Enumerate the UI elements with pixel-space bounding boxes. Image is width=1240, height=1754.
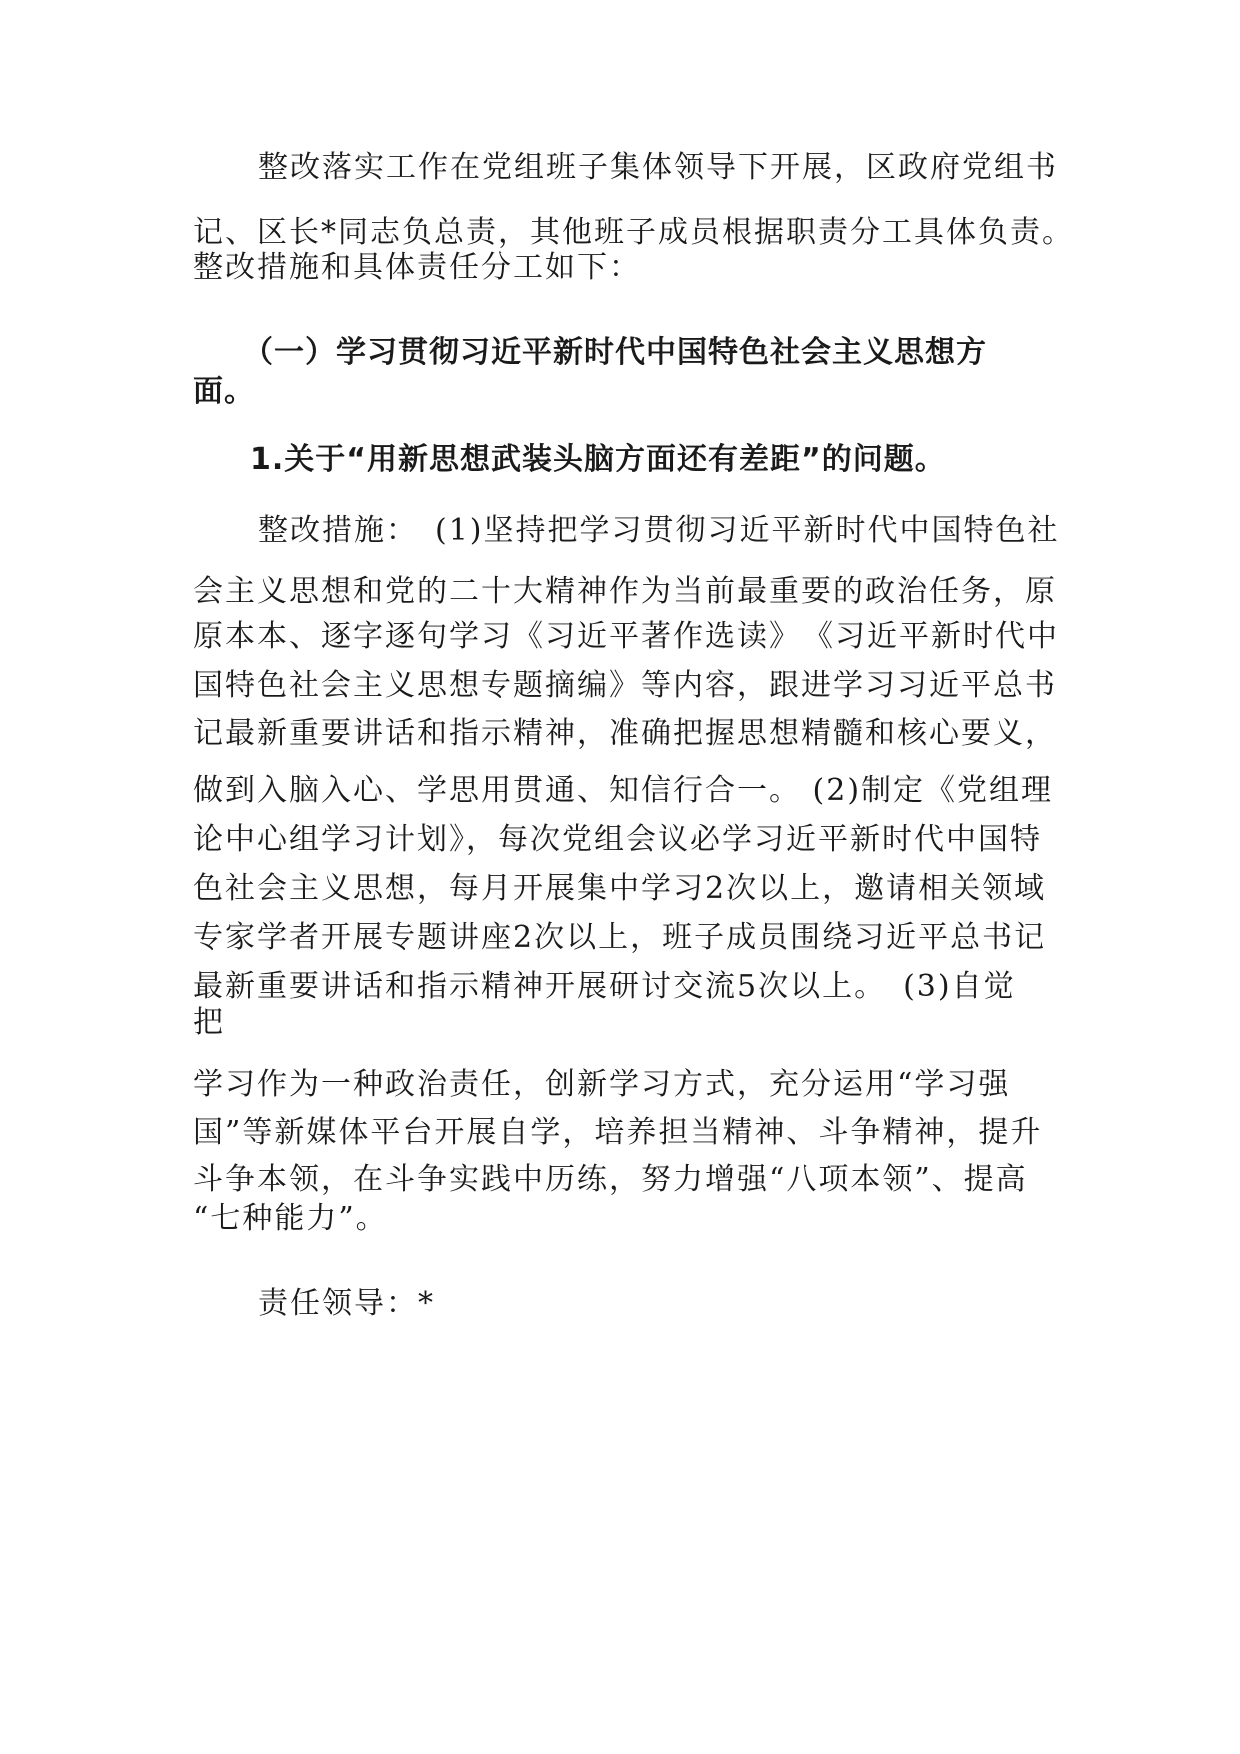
section-heading-line-2: 面。 — [193, 374, 255, 409]
section-heading-line-1: （一）学习贯彻习近平新时代中国特色社会主义思想方 — [243, 335, 987, 370]
measures-line-5: 记最新重要讲话和指示精神，准确把握思想精髓和核心要义， — [193, 716, 1057, 751]
measures-line-1: 整改措施： (1)坚持把学习贯彻习近平新时代中国特色社 — [258, 513, 1060, 548]
measures-line-7: 论中心组学习计划》，每次党组会议必学习近平新时代中国特 — [193, 822, 1042, 857]
subsection-heading: 1.关于“用新思想武装头脑方面还有差距”的问题。 — [250, 442, 946, 477]
measures-line-3: 原本本、逐字逐句学习《习近平著作选读》 《习近平新时代中 — [193, 619, 1059, 654]
measures-line-11: 把 — [193, 1005, 225, 1040]
paragraph-intro-line-3: 整改措施和具体责任分工如下： — [193, 250, 641, 285]
responsible-leader: 责任领导：* — [258, 1286, 435, 1321]
measures-line-8: 色社会主义思想，每月开展集中学习2次以上，邀请相关领域 — [193, 871, 1047, 906]
measures-line-12: 学习作为一种政治责任，创新学习方式，充分运用“学习强 — [193, 1067, 1011, 1102]
measures-line-2: 会主义思想和党的二十大精神作为当前最重要的政治任务，原 — [193, 574, 1057, 609]
measures-line-14: 斗争本领，在斗争实践中历练，努力增强“八项本领”、提高 — [193, 1162, 1028, 1197]
paragraph-intro-line-2: 记、区长*同志负总责，其他班子成员根据职责分工具体负责。 — [193, 215, 1074, 250]
paragraph-intro-line-1: 整改落实工作在党组班子集体领导下开展，区政府党组书 — [258, 150, 1058, 185]
measures-line-13: 国”等新媒体平台开展自学，培养担当精神、斗争精神，提升 — [193, 1115, 1043, 1150]
measures-line-9: 专家学者开展专题讲座2次以上，班子成员围绕习近平总书记 — [193, 920, 1047, 955]
measures-line-4: 国特色社会主义思想专题摘编》等内容，跟进学习习近平总书 — [193, 668, 1057, 703]
measures-line-10: 最新重要讲话和指示精神开展研讨交流5次以上。 (3)自觉 — [193, 969, 1016, 1004]
measures-line-6: 做到入脑入心、学思用贯通、知信行合一。 (2)制定《党组理 — [193, 773, 1054, 808]
measures-line-15: “七种能力”。 — [193, 1201, 388, 1236]
